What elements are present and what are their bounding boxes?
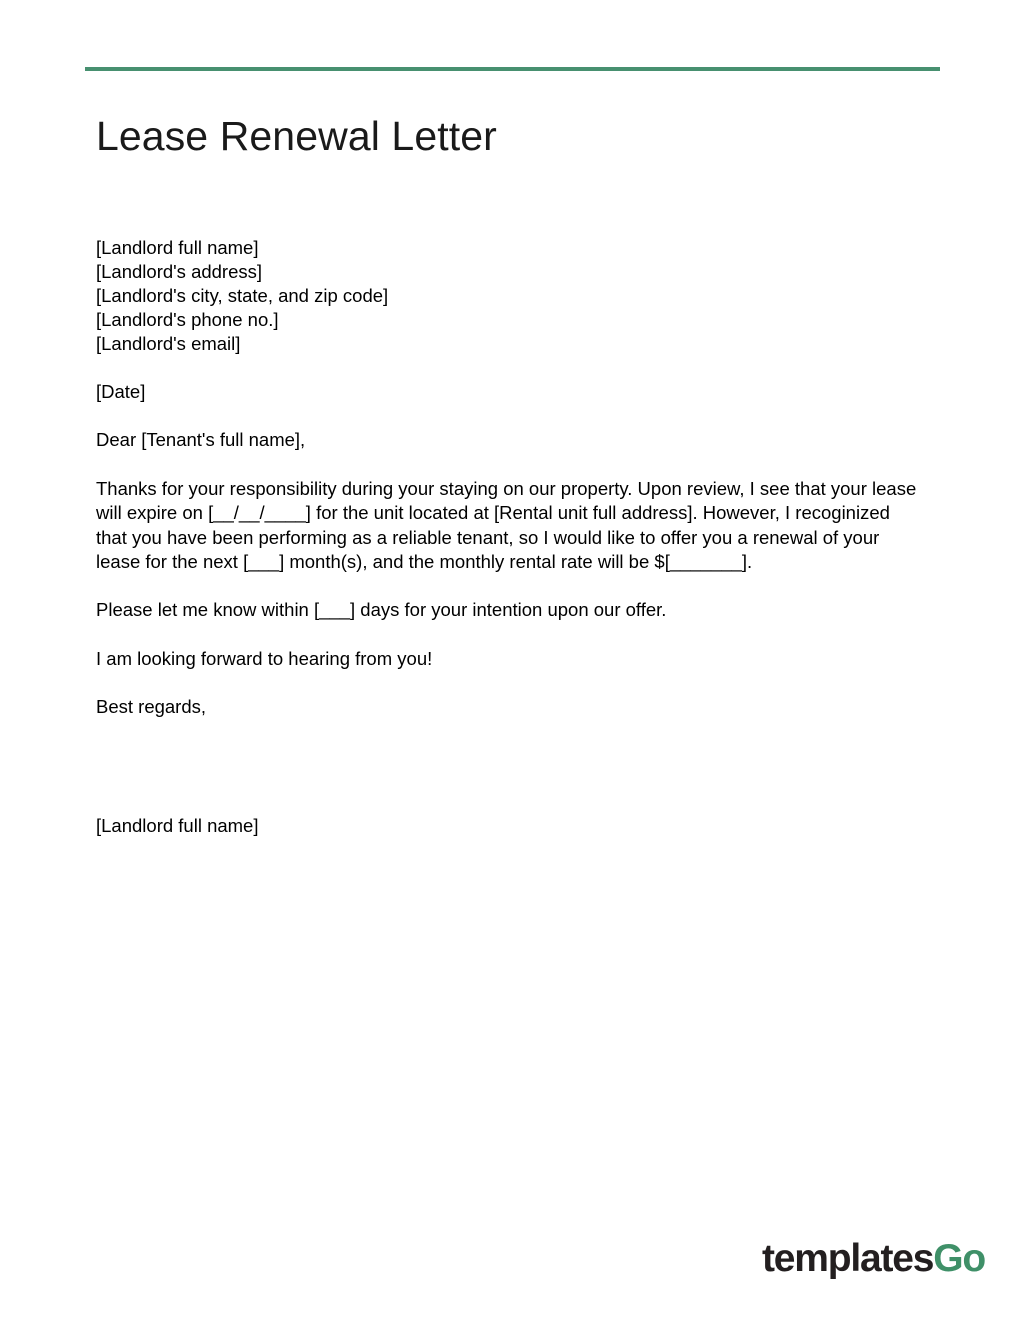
spacer-after-salutation (96, 453, 922, 477)
body-p1-text-2: for the unit located at [Rental unit full address]. However, I recoginized that you have been performing as a reliable tenant, so I would like to offer you a renewal of your lease for the next (96, 502, 890, 573)
landlord-phone-line: [Landlord's phone no.] (96, 309, 279, 330)
closing-line: Best regards, (96, 696, 207, 718)
response-days-blank: [___] (314, 599, 356, 621)
body-paragraph-1 (96, 477, 922, 575)
signature-space (96, 720, 922, 814)
body-paragraph-3: I am looking forward to hearing from you! (96, 647, 433, 669)
landlord-address-block (96, 236, 922, 356)
spacer-after-paragraph-2 (96, 623, 922, 647)
body-p2-text-1: Please let me know within (96, 599, 314, 621)
spacer-after-address (96, 356, 922, 380)
page-title: Lease Renewal Letter (96, 113, 497, 159)
signature-name-line: [Landlord full name] (96, 814, 259, 836)
body-p2-text-2: days for your intention upon our offer. (355, 599, 667, 621)
body-paragraph-2 (96, 598, 922, 622)
salutation-line: Dear [Tenant's full name], (96, 429, 306, 451)
body-p1-text-1: Thanks for your responsibility during your staying on our property. Upon review, I see that your lease will expire on (96, 477, 917, 524)
logo-text-templates: templates (761, 1237, 934, 1280)
landlord-city-state-zip-line: [Landlord's city, state, and zip code] (96, 285, 389, 306)
spacer-after-paragraph-3 (96, 671, 922, 695)
spacer-after-paragraph-1 (96, 574, 922, 598)
header-accent-rule (85, 67, 940, 71)
lease-expiry-date-blank: [__/__/____] (208, 502, 311, 524)
logo-text-go: Go (933, 1237, 985, 1280)
landlord-address-line: [Landlord's address] (96, 261, 263, 282)
landlord-email-line: [Landlord's email] (96, 333, 241, 354)
body-p1-text-4: . (747, 551, 753, 573)
renewal-months-blank: [___] (243, 551, 285, 573)
monthly-rate-blank: [_______] (664, 551, 747, 573)
spacer-after-date (96, 404, 922, 428)
landlord-name-line: [Landlord full name] (96, 237, 259, 258)
templatesgo-logo (762, 1237, 985, 1281)
letter-body (96, 236, 922, 838)
date-line: [Date] (96, 381, 146, 402)
body-p1-text-3: month(s), and the monthly rental rate will be $ (284, 551, 665, 573)
